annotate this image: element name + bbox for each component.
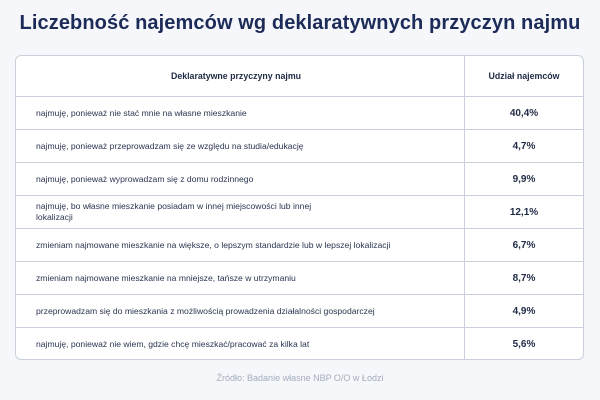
reason-cell: najmuję, ponieważ nie stać mnie na własne mieszkanie — [16, 97, 465, 129]
source-note: Źródło: Badanie własne NBP O/O w Łodzi — [216, 373, 384, 383]
reason-cell: zmieniam najmowane mieszkanie na większe, o lepszym standardzie lub w lepszej lokalizacji — [16, 229, 465, 261]
table-row — [16, 96, 583, 129]
data-table — [15, 55, 584, 360]
reason-cell: przeprowadzam się do mieszkania z możliwością prowadzenia działalności gospodarczej — [16, 295, 465, 327]
reason-cell: najmuję, bo własne mieszkanie posiadam w innej miejscowości lub innej lokalizacji — [16, 196, 465, 228]
table-row — [16, 327, 583, 360]
table-row — [16, 261, 583, 294]
reason-cell: zmieniam najmowane mieszkanie na mniejsze, tańsze w utrzymaniu — [16, 262, 465, 294]
table-row — [16, 228, 583, 261]
table-row — [16, 294, 583, 327]
table-header-row — [16, 56, 583, 96]
page-title: Liczebność najemców wg deklaratywnych przyczyn najmu — [19, 12, 581, 34]
column-header-reason: Deklaratywne przyczyny najmu — [16, 56, 465, 96]
table-row — [16, 195, 583, 228]
reason-cell: najmuję, ponieważ wyprowadzam się z domu rodzinnego — [16, 163, 465, 195]
share-cell: 4,7% — [512, 140, 536, 152]
share-cell: 4,9% — [512, 305, 536, 317]
reason-cell: najmuję, ponieważ nie wiem, gdzie chcę mieszkać/pracować za kilka lat — [16, 328, 465, 360]
share-cell: 8,7% — [512, 272, 536, 284]
table-row — [16, 162, 583, 195]
share-cell: 40,4% — [509, 107, 539, 119]
share-cell: 9,9% — [512, 173, 536, 185]
table-row — [16, 129, 583, 162]
column-header-share: Udział najemców — [488, 71, 560, 81]
share-cell: 5,6% — [512, 338, 536, 350]
share-cell: 12,1% — [509, 206, 539, 218]
share-cell: 6,7% — [512, 239, 536, 251]
reason-cell: najmuję, ponieważ przeprowadzam się ze względu na studia/edukację — [16, 130, 465, 162]
